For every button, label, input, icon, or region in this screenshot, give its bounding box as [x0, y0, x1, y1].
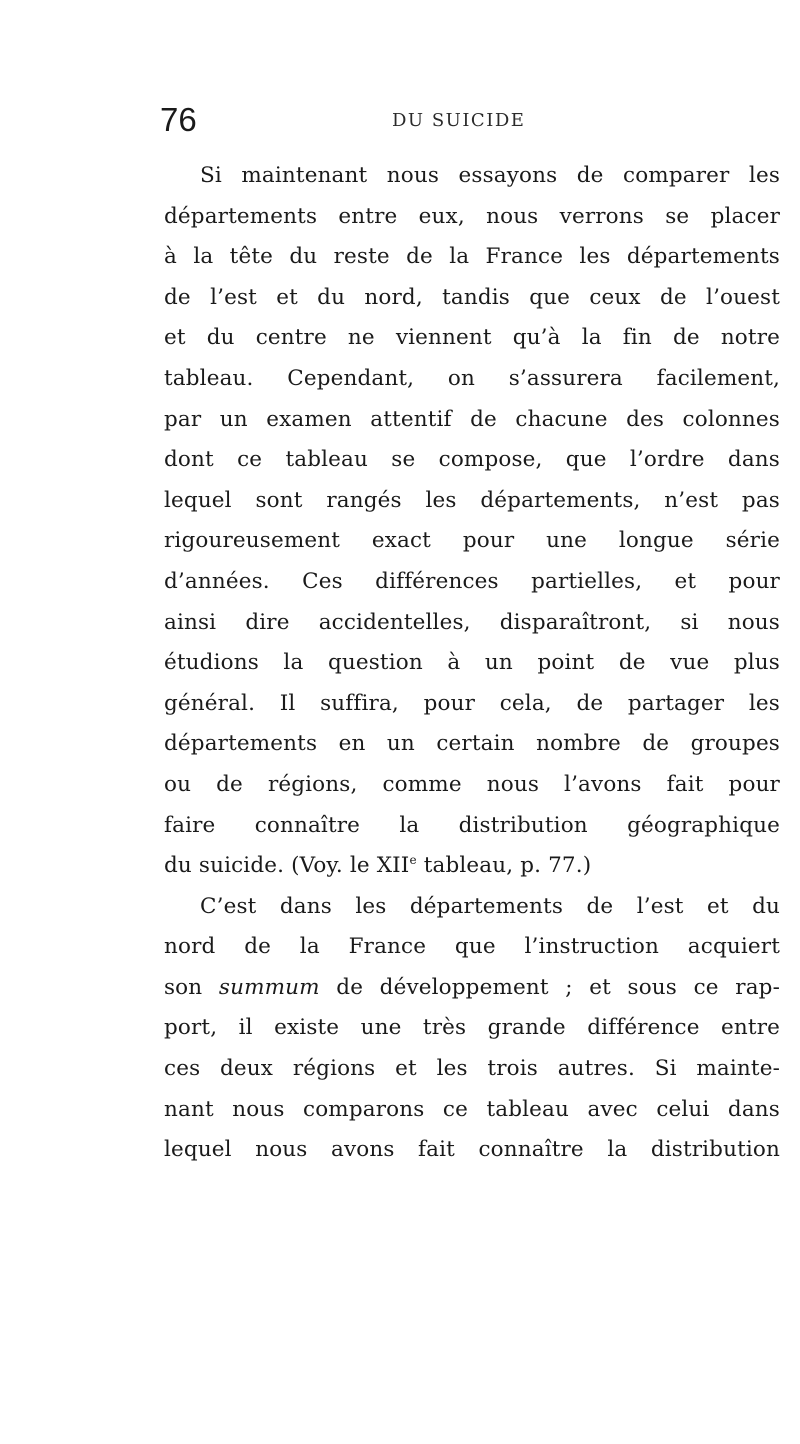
text-line: tableau. Cependant, on s’assurera facilement,	[164, 365, 780, 391]
text-line: port, il existe une très grande différence entre	[164, 1015, 780, 1041]
text-line: départements en un certain nombre de groupes	[164, 731, 780, 757]
text-line: et du centre ne viennent qu’à la fin de notre	[164, 325, 780, 351]
text-line: C’est dans les départements de l’est et du	[200, 893, 780, 919]
text-line: dont ce tableau se compose, que l’ordre dans	[164, 447, 780, 473]
text-segment: de développement ; et sous ce rap-	[319, 974, 780, 1000]
running-head: DU SUICIDE	[392, 110, 526, 131]
page-header	[160, 100, 780, 140]
text-line: ou de régions, comme nous l’avons fait pour	[164, 771, 780, 797]
body-text	[164, 156, 780, 1171]
text-line: par un examen attentif de chacune des colonnes	[164, 406, 780, 432]
text-segment: son	[164, 974, 203, 1000]
text-line: général. Il suffira, pour cela, de partager les	[164, 690, 780, 716]
text-segment: tableau, p. 77.)	[416, 853, 592, 879]
text-line	[164, 968, 780, 1009]
text-line: nord de la France que l’instruction acquiert	[164, 934, 780, 960]
text-line: de l’est et du nord, tandis que ceux de l’ouest	[164, 284, 780, 310]
text-line: ainsi dire accidentelles, disparaîtront, si nous	[164, 609, 780, 635]
page-number: 76	[160, 101, 197, 138]
text-line: nant nous comparons ce tableau avec celui dans	[164, 1096, 780, 1122]
text-line: rigoureusement exact pour une longue série	[164, 528, 780, 554]
text-line: faire connaître la distribution géographique	[164, 812, 780, 838]
text-line: à la tête du reste de la France les départements	[164, 244, 780, 270]
text-segment: du suicide. (Voy. le XII	[164, 853, 410, 879]
superscript: e	[409, 852, 417, 867]
text-line: ces deux régions et les trois autres. Si mainte-	[164, 1056, 780, 1082]
italic-term: summum	[218, 974, 320, 1000]
text-line: d’années. Ces différences partielles, et pour	[164, 568, 780, 594]
text-line: étudions la question à un point de vue plus	[164, 650, 780, 676]
text-line: lequel nous avons fait connaître la distribution	[164, 1137, 780, 1163]
text-line: lequel sont rangés les départements, n’est pas	[164, 487, 780, 513]
text-line	[164, 846, 780, 887]
text-line: Si maintenant nous essayons de comparer les	[200, 163, 780, 188]
text-line: départements entre eux, nous verrons se placer	[164, 203, 780, 229]
